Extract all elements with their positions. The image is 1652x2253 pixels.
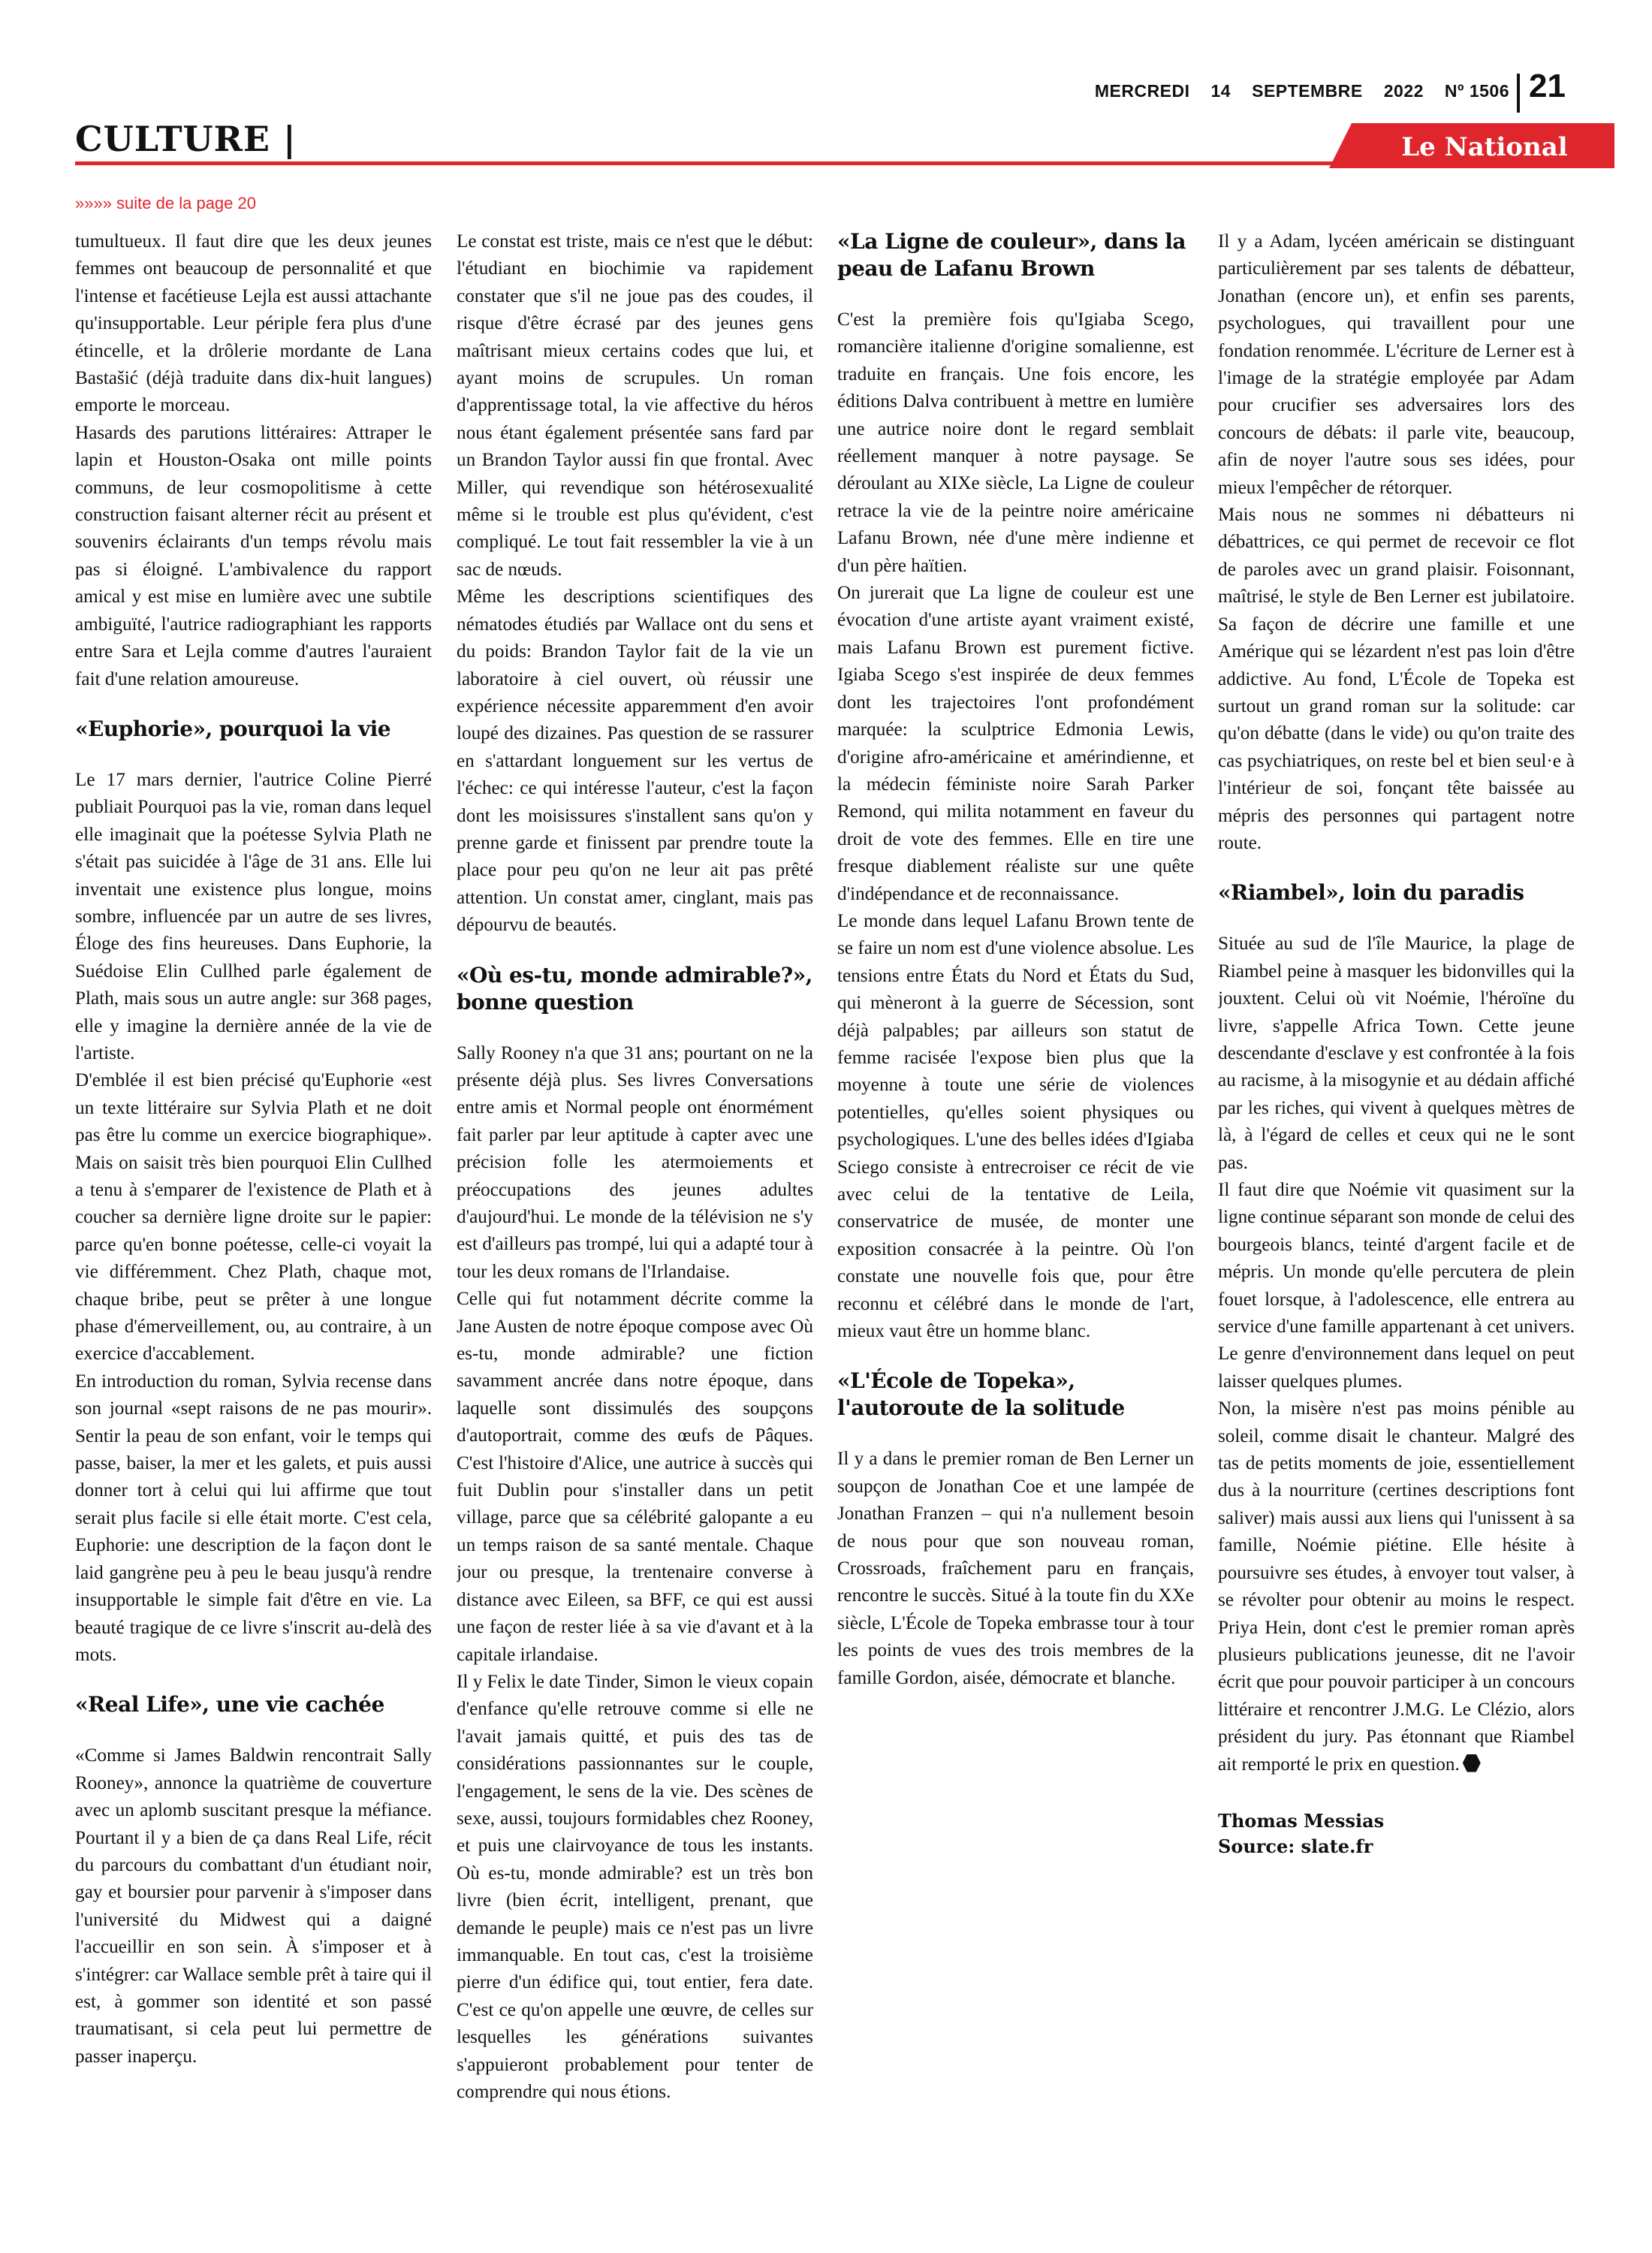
paragraph: On jurerait que La ligne de couleur est une évocation d'une artiste ayant vraiment existé, mais Lafanu Brown est purement fictive. Igiaba Scego s'est inspirée de deux femmes dont les trajectoires l'ont profondément marquée: la sculptrice Edmonia Lewis, d'origine afro-américaine et amérindienne, et la médecin féministe noire Sarah Parker Remond, qui milita notamment en faveur du droit de vote des femmes. Elle en tire une fresque diablement réaliste sur une quête d'indépendance et de reconnaissance.: [837, 583, 1194, 904]
brand-name: Le National: [1401, 132, 1568, 162]
header-divider: [1517, 74, 1520, 113]
paragraph: Le constat est triste, mais ce n'est que le début: l'étudiant en biochimie va rapidement constater que s'il ne joue pas des coudes, il risque d'être écrasé par des jeunes gens maîtrisant mieux certains codes que lui, et ayant moins de scrupules. Un roman d'apprentissage total, la vie affective du héros nous étant également présentée sans fard par un Brandon Taylor aussi fin que frontal. Avec Miller, qui revendique son hétérosexualité même si le trouble est plus qu'évident, c'est compliqué. Le tout fait ressembler la vie à un sac de nœuds.: [457, 231, 813, 580]
paragraph: Il y a dans le premier roman de Ben Lerner un soupçon de Jonathan Coe et une lampée de Jonathan Franzen – qui n'a nullement besoin de nous pour que son nouveau roman, Crossroads, fraîchement paru en français, rencontre le succès. Situé à la toute fin du XXe siècle, L'École de Topeka embrasse tour à tour les points de vues des trois membres de la famille Gordon, aisée, démocrate et blanche.: [837, 1449, 1194, 1688]
paragraph: Hasards des parutions littéraires: Attraper le lapin et Houston-Osaka ont mille points communs, de leur cosmopolitisme à cette construction faisant alterner récit au présent et souvenirs éclairants d'un temps révolu mais pas si éloigné. L'ambivalence du rapport amical y est mise en lumière avec une subtile ambiguïté, l'autrice radiographiant les rapports entre Sara et Lejla comme d'autres l'auraient fait d'une relation amoureuse.: [75, 422, 432, 689]
paragraph: Mais nous ne sommes ni débatteurs ni débattrices, ce qui permet de recevoir ce flot de paroles avec un grand plaisir. Foisonnant, maîtrisé, le style de Ben Lerner est jubilatoire. Sa façon de décrire une famille et une Amérique qui se lézardent n'est pas loin d'être addictive. Au fond, L'École de Topeka est surtout un grand roman sur la solitude: car qu'on débatte (dans le vide) ou qu'on traite des cas psychiatriques, on reste bel et bien seul·e à l'intérieur de soi, fonçant tête baissée au mépris des personnes qui partagent notre route.: [1218, 505, 1575, 853]
subheading-ou-es-tu: «Où es-tu, monde admirable?», bonne question: [457, 962, 812, 1015]
column-2: [457, 228, 813, 2211]
subheading-riambel: «Riambel», loin du paradis: [1218, 880, 1524, 906]
source-credit: Source: slate.fr: [1218, 1835, 1373, 1857]
subheading-ecole-de-topeka: «L'École de Topeka», l'autoroute de la solitude: [837, 1368, 1125, 1421]
paragraph: Sally Rooney n'a que 31 ans; pourtant on ne la présente déjà plus. Ses livres Conversations entre amis et Normal people ont énormément fait parler par leur aptitude à capter avec une précision folle les atermoiements et préoccupations des jeunes adultes d'aujourd'hui. Le monde de la télévision ne s'y est d'ailleurs pas trompé, lui qui a adapté tour à tour les deux romans de l'Irlandaise.: [457, 1042, 813, 1282]
paragraph: Le monde dans lequel Lafanu Brown tente de se faire un nom est d'une violence absolue. Les tensions entre États du Nord et États du Sud, qui mèneront à la guerre de Sécession, sont déjà palpables; par ailleurs son statut de femme racisée l'expose bien plus que la moyenne à toute une série de violences potentielles, qu'elles soient physiques ou psychologiques. L'une des belles idées d'Igiaba Sciego consiste à entrecroiser ce récit de vie avec celui de la tentative de Leila, conservatrice de musée, de monter une exposition consacrée à la peintre. Où l'on constate une nouvelle fois que, pour être reconnu et célébré dans le monde de l'art, mieux vaut être un homme blanc.: [837, 910, 1194, 1342]
paragraph: D'emblée il est bien précisé qu'Euphorie «est un texte littéraire sur Sylvia Plath et ne doit pas être lu comme un exercice biographique». Mais on saisit très bien pourquoi Elin Cullhed a tenu à s'emparer de l'existence de Plath et à coucher sa dernière ligne droite sur le papier: parce qu'en bonne poétesse, celle-ci voyait la vie différemment. Chez Plath, chaque mot, chaque bribe, peut se prêter à une longue phase d'émerveillement, ou, au contraire, à un exercice d'accablement.: [75, 1070, 432, 1365]
subheading-ligne-de-couleur: «La Ligne de couleur», dans la peau de Lafanu Brown: [837, 229, 1186, 281]
column-4: [1218, 228, 1575, 2211]
paragraph: Il faut dire que Noémie vit quasiment sur la ligne continue séparant son monde de celui des bourgeois blancs, teinté d'argent facile et de mépris. Un monde qu'elle percutera de plein fouet lorsque, à l'adolescence, elle entrera au service d'une famille appartenant à cet univers. Le genre d'environnement dans lequel on peut laisser quelques plumes.: [1218, 1180, 1575, 1392]
paragraph: Située au sud de l'île Maurice, la plage de Riambel peine à masquer les bidonvilles qui la jouxtent. Celui où vit Noémie, l'héroïne du livre, s'appelle Africa Town. Cette jeune descendante d'esclave y est confrontée à la fois au racisme, à la misogynie et au dédain affiché par les riches, qui vivent à quelques mètres de là, à l'égard de celles et ceux qui ne le sont pas.: [1218, 933, 1575, 1173]
byline: [1218, 1808, 1575, 1859]
paragraph: tumultueux. Il faut dire que les deux jeunes femmes ont beaucoup de personnalité et que l'intense et facétieuse Lejla est aussi attachante qu'insupportable. Leur périple fera plus d'une étincelle, et la drôlerie mordante de Lana Bastašić (déjà traduite dans dix-huit langues) emporte le morceau.: [75, 231, 432, 416]
issue-dateline: [1051, 81, 1509, 101]
paragraph: C'est la première fois qu'Igiaba Scego, romancière italienne d'origine somalienne, est traduite en français. Une fois encore, les éditions Dalva contribuent à mettre en lumière une autrice noire dont le regard semblait réellement manquer à notre paysage. Se déroulant au XIXe siècle, La Ligne de couleur retrace la vie de la peintre noire américaine Lafanu Brown, née d'une mère indienne et d'un père haïtien.: [837, 309, 1194, 576]
paragraph-text: Non, la misère n'est pas moins pénible au soleil, comme disait le chanteur. Malgré des tas de petits moments de joie, essentiellement dus à la nourriture (certines descriptions font saliver) mais aussi aux liens qui l'unissent à sa famille, Noémie piétine. Elle hésite à poursuivre ses études, à envoyer tout valser, à se révolter pour obtenir au moins le respect. Priya Hein, dont c'est le premier roman après plusieurs publications jeunesse, dit ne l'avoir écrit que pour pouvoir participer à un concours littéraire et rencontrer J.M.G. Le Clézio, alors président du jury. Pas étonnant que Riambel ait remporté le prix en question.: [1218, 1398, 1575, 1775]
column-3: [837, 228, 1194, 2211]
continued-from-link[interactable]: »»»» suite de la page 20: [75, 194, 256, 213]
end-of-article-icon: [1463, 1754, 1481, 1772]
issue-number: Nº 1506: [1444, 81, 1509, 101]
paragraph: Même les descriptions scientifiques des nématodes étudiés par Wallace ont du sens et du poids: Brandon Taylor fait de la vie un laboratoire à ciel ouvert, où réussir une expérience nécessite apparemment d'en avoir loupé des dizaines. Pas question de se rassurer en s'attardant longuement sur les vertus de l'échec: ce qui intéresse l'auteur, c'est la façon dont les moisissures s'installent sans qu'on y prenne garde et finissent par prendre toute la place pour peu qu'on ne leur ait pas prêté attention. Un constat amer, cinglant, mais pas dépourvu de beautés.: [457, 587, 813, 936]
paragraph-final: [1218, 1395, 1575, 1778]
page-number: 21: [1529, 68, 1566, 104]
author-name: Thomas Messias: [1218, 1809, 1385, 1832]
paragraph: Il y Felix le date Tinder, Simon le vieux copain d'enfance qu'elle retrouve comme si elle ne l'avait jamais quitté, et puis des tas de considérations passionnantes sur le couple, l'engagement, le sens de la vie. Des scènes de sexe, aussi, toujours formidables chez Rooney, et puis une clairvoyance de tous les instants. Où es-tu, monde admirable? est un très bon livre (bien écrit, intelligent, prenant, que demande le peuple) mais ce n'est pas un livre immanquable. En tout cas, c'est la troisième pierre d'un édifice qui, tout entier, fera date. C'est ce qu'on appelle une œuvre, de celles sur lesquelles les générations suivantes s'appuieront probablement pour tenter de comprendre qui nous étions.: [457, 1671, 813, 2102]
issue-weekday: MERCREDI: [1094, 81, 1190, 101]
paragraph: En introduction du roman, Sylvia recense dans son journal «sept raisons de ne pas mourir». Sentir la peau de son enfant, voir le temps qui passe, baiser, la mer et les galets, et puis aussi donner tort à celui qui lui affirme que tout serait plus facile si elle était morte. C'est cela, Euphorie: une description de la façon dont le laid gangrène peu à peu le beau jusqu'à rendre insupportable le simple fait d'être en vie. La beauté tragique de ce livre s'inscrit au-delà des mots.: [75, 1371, 432, 1665]
issue-month: SEPTEMBRE: [1252, 81, 1363, 101]
column-1: [75, 228, 432, 2211]
paragraph: Celle qui fut notamment décrite comme la Jane Austen de notre époque compose avec Où es-tu, monde admirable? une fiction savamment ancrée dans notre époque, dans laquelle sont dissimulés des soupçons d'autoportrait, comme des œufs de Pâques. C'est l'histoire d'Alice, une autrice à succès qui fuit Dublin pour s'installer dans un petit village, parce que sa célébrité galopante a eu un temps raison de sa santé mentale. Chaque jour ou presque, la trentenaire converse à distance avec Eileen, sa BFF, ce qui est aussi une façon de rester liée à sa vie d'avant et à la capitale irlandaise.: [457, 1289, 813, 1665]
section-title: CULTURE |: [75, 119, 297, 159]
issue-year: 2022: [1383, 81, 1424, 101]
paragraph: Le 17 mars dernier, l'autrice Coline Pierré publiait Pourquoi pas la vie, roman dans lequel elle imaginait que la poétesse Sylvia Plath ne s'était pas suicidée à l'âge de 31 ans. Elle lui inventait une existence plus longue, moins sombre, influencée par un autre de ses livres, Éloge des fins heureuses. Dans Euphorie, la Suédoise Elin Cullhed parle également de Plath, mais sous un autre angle: sur 368 pages, elle y imagine la dernière année de la vie de l'artiste.: [75, 769, 432, 1063]
subheading-real-life: «Real Life», une vie cachée: [75, 1692, 384, 1718]
issue-day: 14: [1210, 81, 1231, 101]
paragraph: Il y a Adam, lycéen américain se distinguant particulièrement par ses talents de débatteur, Jonathan (encore un), et enfin ses parents, psychologues, qui travaillent pour une fondation renommée. L'écriture de Lerner est à l'image de la stratégie employée par Adam pour crucifier ses adversaires lors des concours de débats: il parle vite, beaucoup, afin de noyer l'autre sous ses idées, pour mieux l'empêcher de rétorquer.: [1218, 231, 1575, 498]
subheading-euphorie: «Euphorie», pourquoi la vie: [75, 716, 391, 741]
section-rule: [75, 161, 1337, 165]
paragraph: «Comme si James Baldwin rencontrait Sally Rooney», annonce la quatrième de couverture avec un aplomb suscitant presque la méfiance. Pourtant il y a bien de ça dans Real Life, récit du parcours du combattant d'un étudiant noir, gay et boursier pour parvenir à s'imposer dans l'université du Midwest qui a daigné l'accueillir en son sein. À s'imposer et à s'intégrer: car Wallace semble prêt à taire qui il est, à gommer son identité et son passé traumatisant, si cela peut lui permettre de passer inaperçu.: [75, 1745, 432, 2067]
